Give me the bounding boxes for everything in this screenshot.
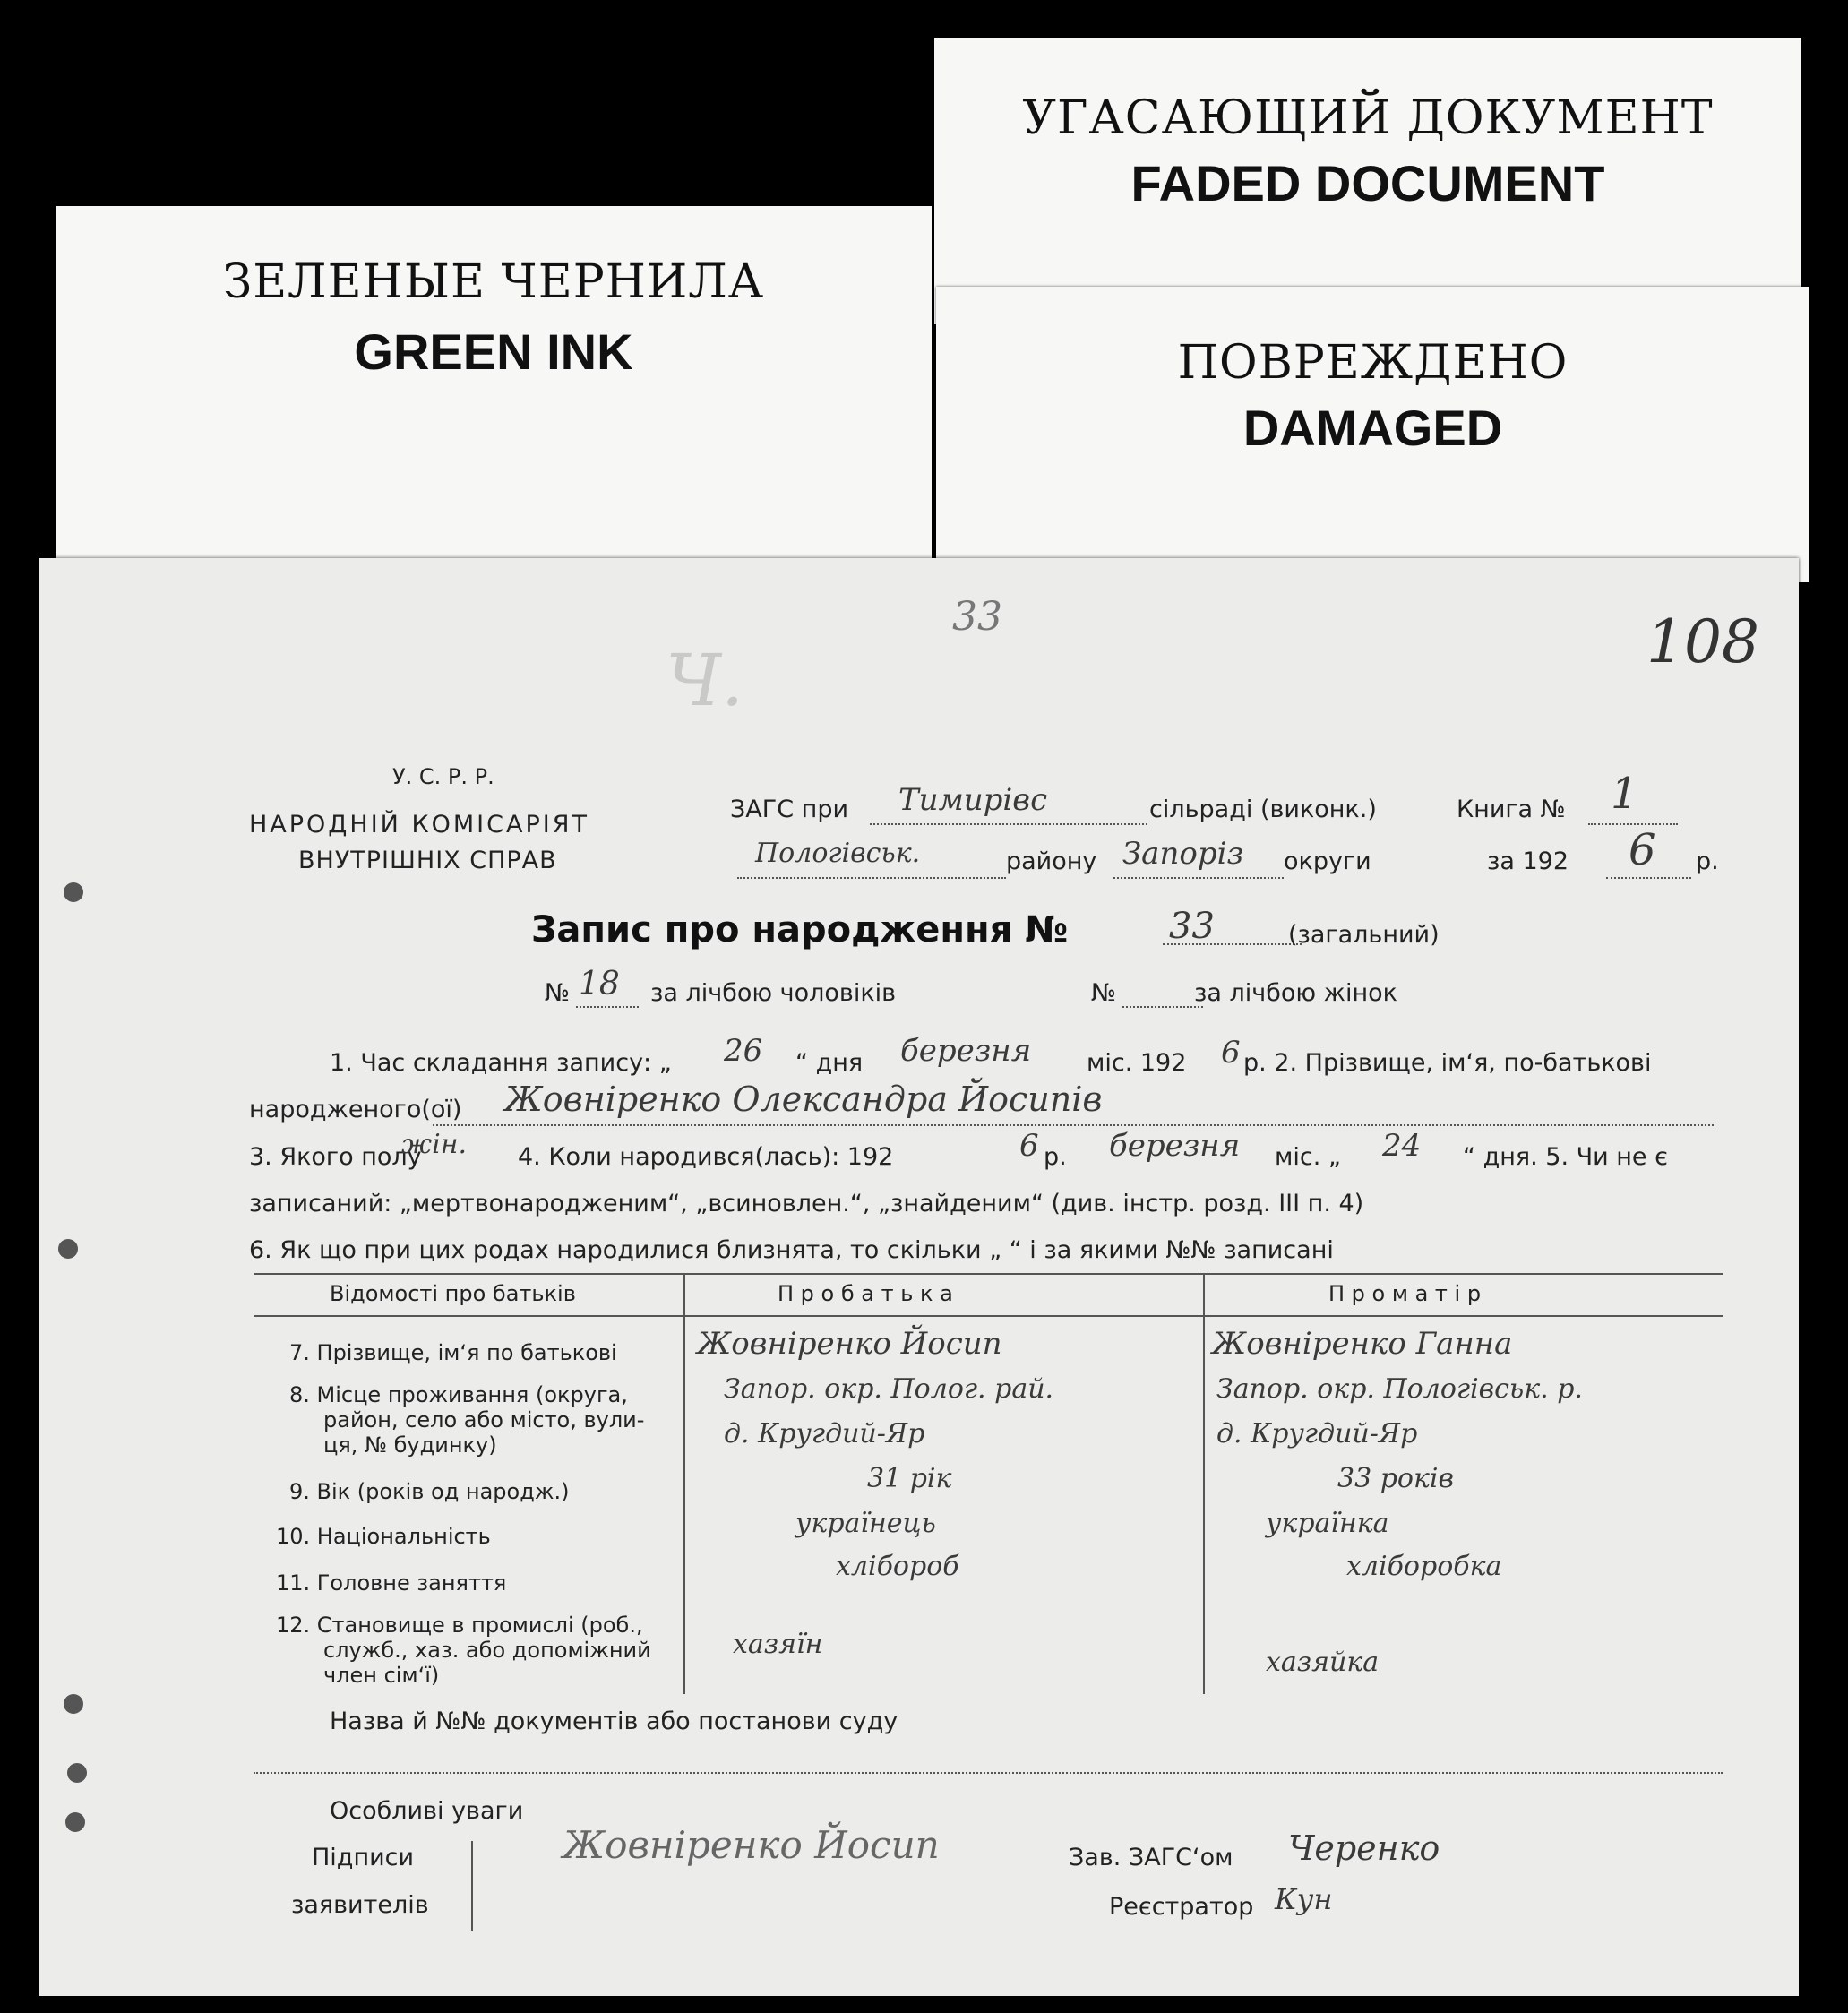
mother-age: 33 років [1337, 1463, 1454, 1494]
men-count: 18 [579, 966, 620, 1002]
top-number: 33 [952, 594, 1002, 640]
birth-year-suffix: р. [1044, 1143, 1067, 1171]
remarks-label: Особливі уваги [330, 1797, 524, 1825]
row-8-label-1: 8. Місце проживання (округа, [289, 1382, 628, 1407]
district-label: району [1006, 847, 1097, 875]
book-number: 1 [1611, 769, 1638, 819]
father-residence-1: Запор. окр. Полог. рай. [724, 1373, 1054, 1405]
birth-record-sheet [39, 558, 1799, 1996]
mother-nationality: українка [1266, 1508, 1389, 1539]
father-status: хазяїн [733, 1629, 823, 1660]
sex-label: 3. Якого полу [249, 1143, 422, 1171]
village-line [870, 823, 1147, 825]
faded-label-en: FADED DOCUMENT [1130, 155, 1605, 211]
stillborn-adopted-found-line: записаний: „мертвонародженим“, „всиновлен.“, „знайденим“ (див. інстр. розд. III п. 4) [249, 1190, 1364, 1217]
punch-hole [67, 1763, 87, 1783]
table-header-rule [254, 1315, 1723, 1317]
faded-document-card [934, 38, 1801, 324]
table-col-parents: Відомості про батьків [330, 1281, 576, 1306]
bleed-through-mark: Ч. [666, 639, 744, 722]
documents-label: Назва й №№ документів або постанови суду [330, 1708, 898, 1735]
mother-residence-2: д. Кругдий-Яр [1216, 1418, 1418, 1450]
table-col-father: П р о б а т ь к а [778, 1281, 953, 1306]
damaged-card [936, 287, 1809, 582]
twins-line: 6. Як що при цих родах народилися близнята, то скільки „ “ і за якими №№ записані [249, 1236, 1334, 1264]
birth-date-label: 4. Коли народився(лась): 192 [518, 1143, 894, 1171]
women-count-label: за лічбою жінок [1194, 979, 1397, 1007]
father-name: Жовніренко Йосип [697, 1326, 1002, 1362]
row-12-label-1: 12. Становище в промислі (роб., [276, 1613, 643, 1638]
applicant-signature: Жовніренко Йосип [563, 1823, 940, 1867]
damaged-label-ru: ПОВРЕЖДЕНО [1177, 336, 1569, 390]
signatures-label: Підписи [312, 1844, 415, 1871]
green-ink-card [56, 206, 932, 582]
documents-line [254, 1772, 1723, 1774]
men-number-line [576, 1006, 639, 1008]
birth-month: березня [1109, 1128, 1241, 1164]
table-divider-1 [683, 1273, 685, 1694]
year-line [1606, 877, 1691, 879]
field-2-label: р. 2. Прізвище, ім‘я, по-батькові [1243, 1049, 1652, 1077]
district-name: Пологівськ. [755, 838, 921, 869]
commissariat-line-1: НАРОДНІЙ КОМІСАРІЯТ [249, 811, 589, 839]
father-nationality: українець [795, 1508, 936, 1539]
mother-occupation: хліборобка [1346, 1551, 1502, 1582]
father-residence-2: д. Кругдий-Яр [724, 1418, 925, 1450]
field-1-day-label: “ дня [795, 1049, 864, 1077]
men-number-sign: № [545, 979, 571, 1007]
record-type-note: (загальний) [1288, 921, 1440, 949]
applicants-label: заявителів [291, 1891, 429, 1919]
corner-number: 108 [1646, 607, 1759, 676]
women-number-sign: № [1091, 979, 1117, 1007]
green-ink-label-en: GREEN INK [354, 323, 633, 380]
table-col-mother: П р о м а т і р [1328, 1281, 1482, 1306]
table-divider-2 [1203, 1273, 1205, 1694]
mother-residence-1: Запор. окр. Пологівськ. р. [1216, 1373, 1583, 1405]
row-12-label-3: член сім‘ї) [323, 1663, 440, 1688]
commissariat-line-2: ВНУТРІШНІХ СПРАВ [298, 847, 557, 874]
registrar-signature: Кун [1275, 1882, 1333, 1916]
record-month: березня [900, 1033, 1032, 1069]
book-label: Книга № [1457, 796, 1566, 823]
okruha-label: округи [1284, 847, 1371, 875]
damaged-label-en: DAMAGED [1242, 400, 1503, 456]
row-12-label-2: служб., хаз. або допоміжний [323, 1638, 651, 1663]
zags-suffix: сільраді (виконк.) [1149, 796, 1377, 823]
mother-status: хазяйка [1266, 1647, 1380, 1678]
signature-bracket [471, 1841, 473, 1931]
zags-prefix: ЗАГС при [730, 796, 849, 823]
registrar-label: Реєстратор [1109, 1893, 1254, 1921]
father-age: 31 рік [867, 1463, 952, 1494]
year-label: за 192 [1487, 847, 1569, 875]
row-11-label: 11. Головне заняття [276, 1570, 507, 1596]
birth-month-label: міс. „ [1275, 1143, 1341, 1171]
child-name: Жовніренко Олександра Йосипів [504, 1080, 1103, 1119]
district-line [737, 877, 1006, 879]
record-day: 26 [724, 1033, 763, 1069]
punch-hole [65, 1812, 85, 1832]
father-occupation: хлібороб [836, 1551, 959, 1582]
field-1-label: 1. Час складання запису: „ [330, 1049, 672, 1077]
birth-day: 24 [1382, 1128, 1422, 1164]
republic-abbrev: У. С. Р. Р. [392, 764, 494, 789]
row-9-label: 9. Вік (років од народж.) [289, 1479, 570, 1504]
record-number: 33 [1169, 906, 1215, 947]
row-8-label-2: район, село або місто, вули- [323, 1407, 645, 1432]
men-count-label: за лічбою чоловіків [650, 979, 897, 1007]
year-digit: 6 [1629, 825, 1656, 875]
row-10-label: 10. Національність [276, 1524, 491, 1549]
faded-label-ru: УГАСАЮЩИЙ ДОКУМЕНТ [1022, 91, 1714, 145]
green-ink-label-ru: ЗЕЛЕНЫЕ ЧЕРНИЛА [222, 255, 765, 309]
punch-hole [58, 1239, 78, 1259]
record-title: Запис про народження № [531, 909, 1069, 951]
year-suffix: р. [1696, 847, 1719, 875]
village-name: Тимирівс [898, 782, 1048, 818]
child-label: народженого(ої) [249, 1096, 462, 1123]
mother-name: Жовніренко Ганна [1212, 1326, 1513, 1362]
record-year: 6 [1221, 1035, 1241, 1071]
punch-hole [64, 882, 83, 902]
punch-hole [64, 1694, 83, 1714]
okruha-line [1113, 877, 1284, 879]
field-1-month-label: міс. 192 [1087, 1049, 1187, 1077]
row-7-label: 7. Прізвище, ім‘я по батькові [289, 1340, 617, 1365]
child-name-line [433, 1124, 1714, 1126]
field-5-label: “ дня. 5. Чи не є [1463, 1143, 1668, 1171]
zags-head-label: Зав. ЗАГС‘ом [1069, 1844, 1233, 1871]
row-8-label-3: ця, № будинку) [323, 1432, 497, 1458]
zags-head-signature: Черенко [1288, 1828, 1440, 1868]
women-number-line [1122, 1006, 1203, 1008]
table-top-rule [254, 1273, 1723, 1275]
birth-year: 6 [1019, 1128, 1039, 1164]
okruha-name: Запоріз [1122, 836, 1244, 872]
child-sex: жін. [401, 1129, 467, 1160]
